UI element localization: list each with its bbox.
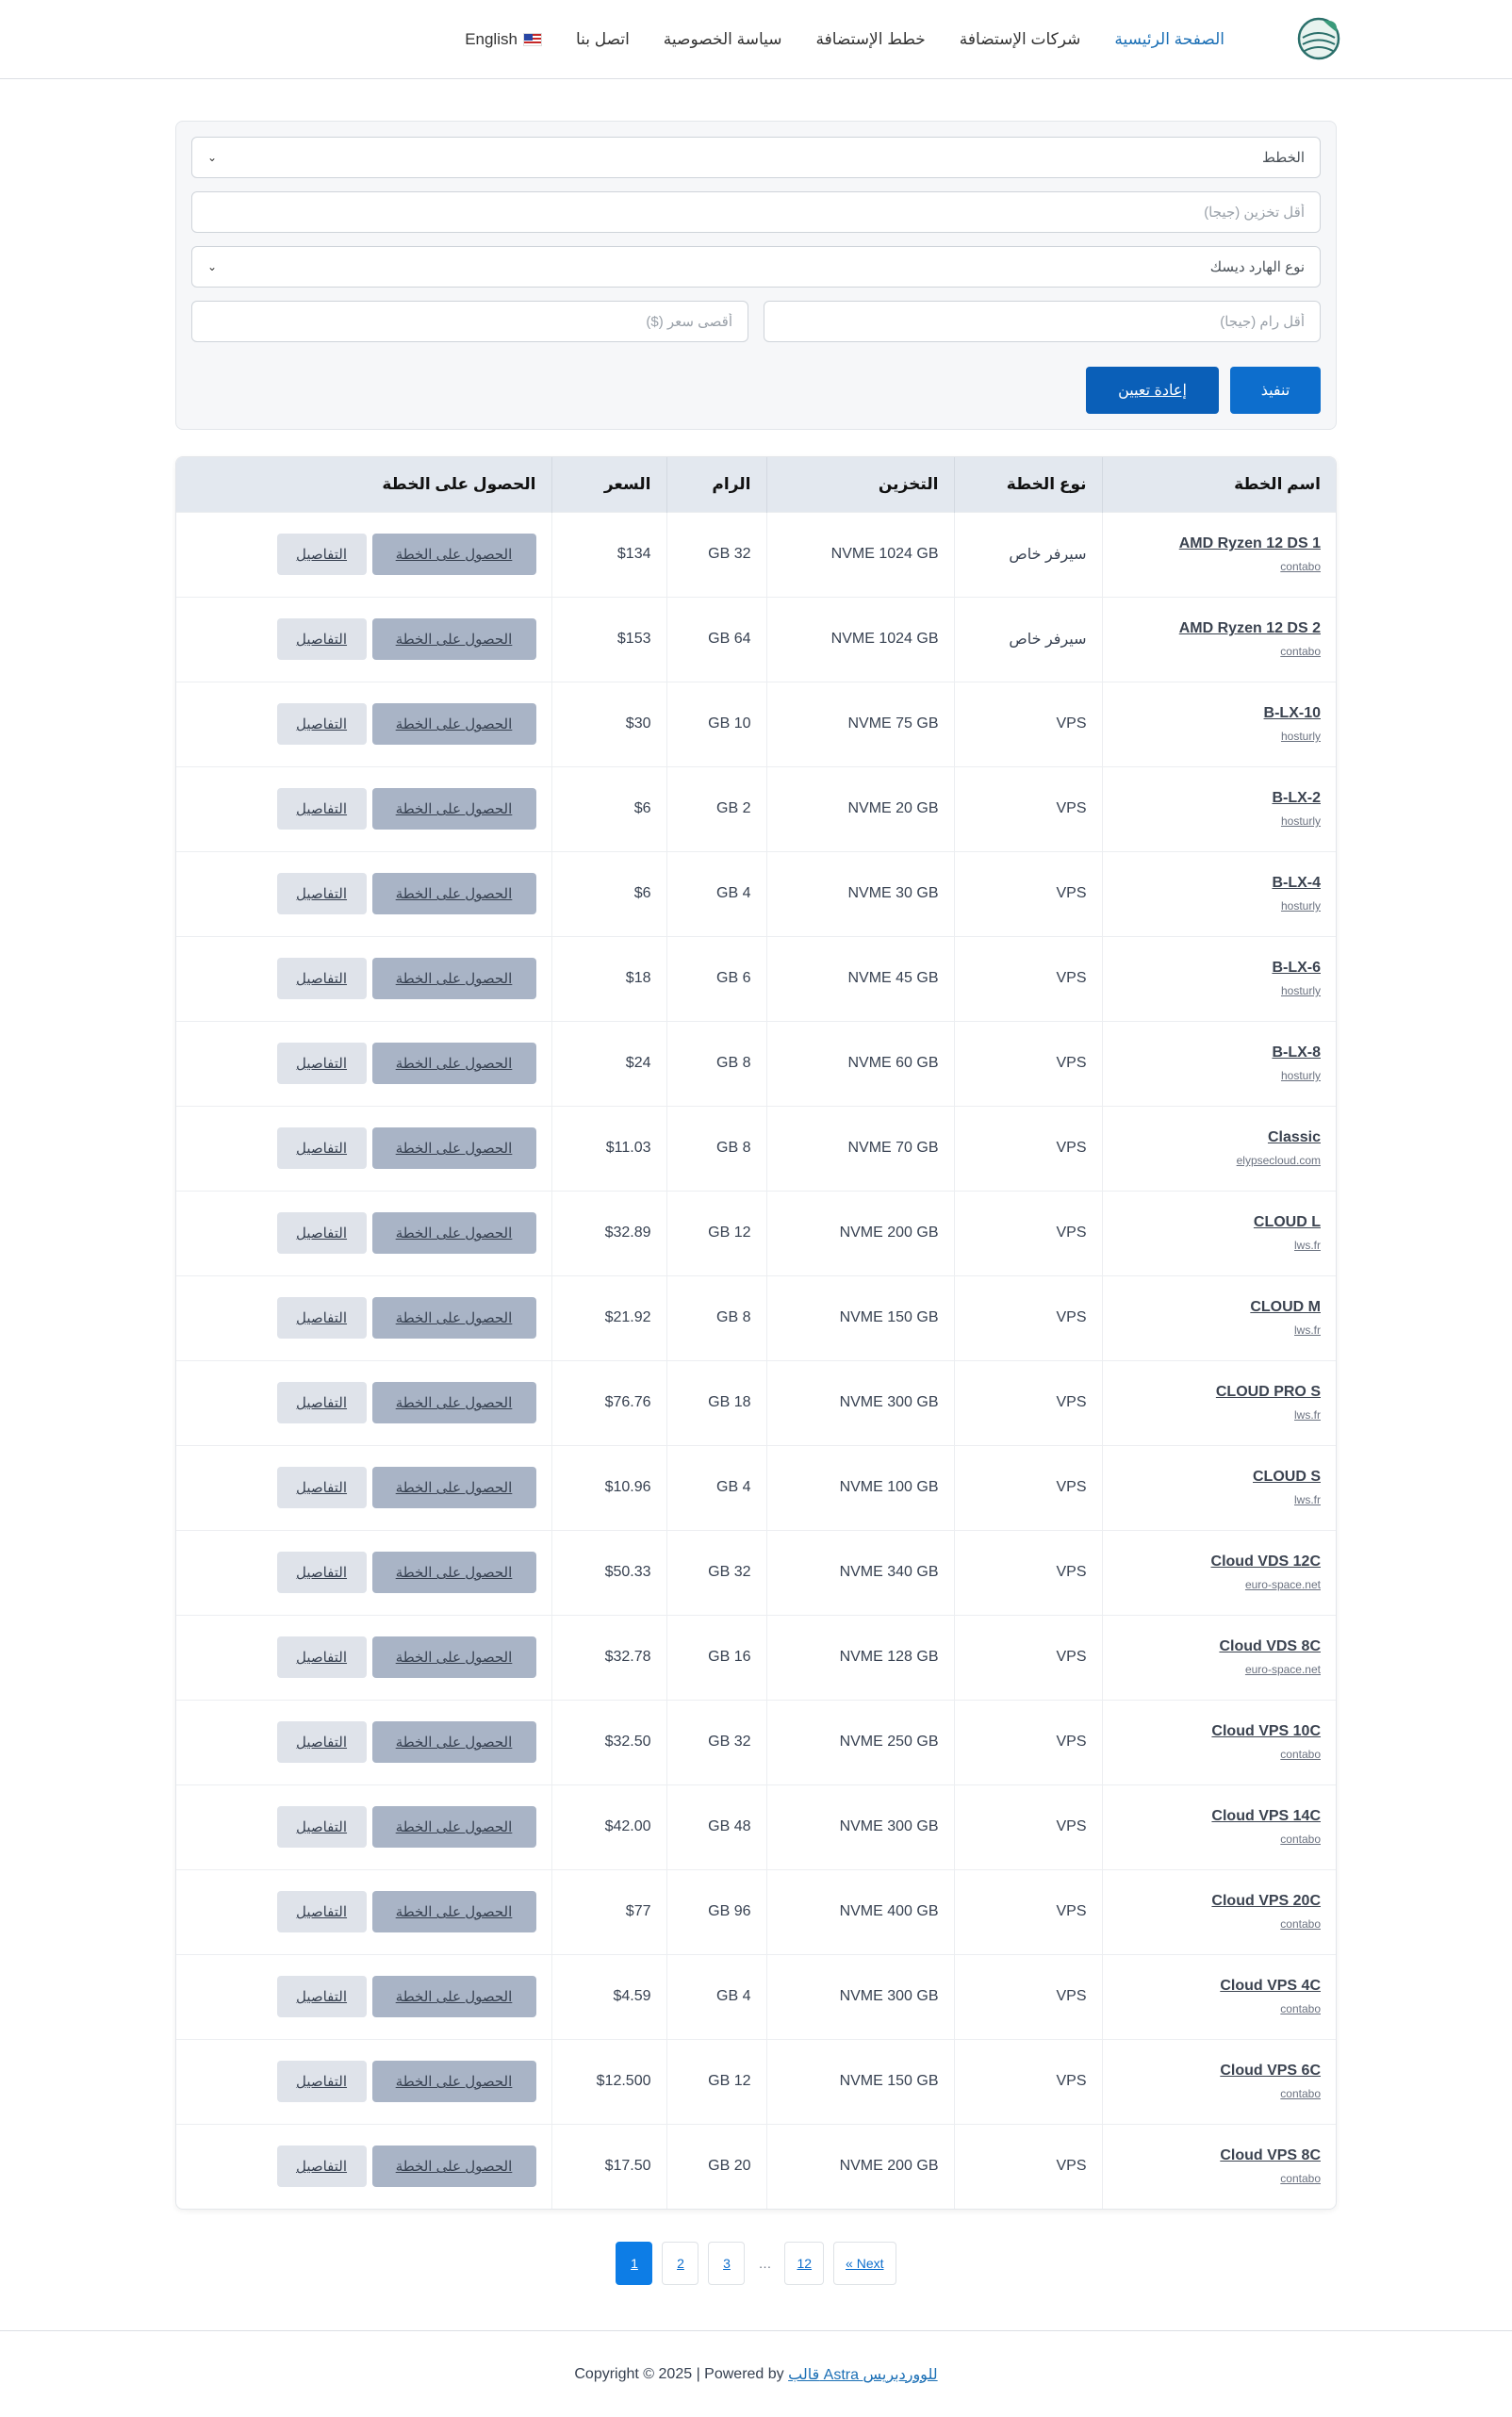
cell-plan-type: VPS <box>954 2124 1102 2209</box>
header-ram: الرام <box>666 457 766 512</box>
cell-plan-type: VPS <box>954 766 1102 851</box>
cell-ram: GB 12 <box>666 1191 766 1275</box>
cell-plan-name <box>1102 1191 1336 1275</box>
plan-name-link[interactable]: B-LX-4 <box>1272 875 1321 891</box>
table-row <box>176 851 1336 936</box>
cell-ram: GB 18 <box>666 1360 766 1445</box>
cell-plan-name <box>1102 597 1336 682</box>
cell-plan-name <box>1102 1784 1336 1869</box>
get-plan-button[interactable]: الحصول على الخطة <box>372 1636 536 1678</box>
row-actions <box>191 1043 536 1084</box>
cell-storage: NVME 300 GB <box>766 1784 954 1869</box>
row-actions <box>191 618 536 660</box>
cell-actions <box>176 1275 551 1360</box>
cell-plan-type: VPS <box>954 1021 1102 1106</box>
pagination-page[interactable]: 2 <box>662 2242 698 2285</box>
row-actions <box>191 703 536 745</box>
get-plan-button[interactable]: الحصول على الخطة <box>372 1976 536 2017</box>
plan-host-link[interactable]: hosturly <box>1280 814 1321 828</box>
details-button[interactable]: التفاصيل <box>277 1891 367 1932</box>
cell-plan-name <box>1102 512 1336 597</box>
get-plan-button[interactable]: الحصول على الخطة <box>372 1212 536 1254</box>
cell-plan-name <box>1102 936 1336 1021</box>
details-button[interactable]: التفاصيل <box>277 618 367 660</box>
cell-plan-type: VPS <box>954 851 1102 936</box>
row-actions <box>191 1891 536 1932</box>
plan-name-link[interactable]: Cloud VPS 6C <box>1220 2063 1321 2079</box>
row-actions <box>191 1976 536 2017</box>
site-header <box>0 0 1512 79</box>
cell-actions <box>176 2124 551 2209</box>
get-plan-button[interactable]: الحصول على الخطة <box>372 534 536 575</box>
plan-host-link[interactable]: contabo <box>1280 2172 1321 2186</box>
header-get-plan: الحصول على الخطة <box>382 474 536 493</box>
plan-name-link[interactable]: Classic <box>1267 1129 1321 1145</box>
cell-plan-name <box>1102 766 1336 851</box>
cell-storage: NVME 250 GB <box>766 1700 954 1784</box>
table-row <box>176 2124 1336 2209</box>
pagination-page[interactable]: 12 <box>784 2242 824 2285</box>
get-plan-button[interactable]: الحصول على الخطة <box>372 1127 536 1169</box>
cell-plan-type: VPS <box>954 2039 1102 2124</box>
cell-plan-name <box>1102 2124 1336 2209</box>
details-button[interactable]: التفاصيل <box>277 1806 367 1848</box>
get-plan-button[interactable]: الحصول على الخطة <box>372 873 536 914</box>
cell-actions <box>176 682 551 766</box>
cell-plan-name <box>1102 1700 1336 1784</box>
cell-ram: GB 32 <box>666 1700 766 1784</box>
cell-storage: NVME 300 GB <box>766 1360 954 1445</box>
min-storage-input[interactable] <box>191 191 1321 233</box>
cell-price: $32.89 <box>551 1191 666 1275</box>
table-row <box>176 1700 1336 1784</box>
cell-storage: NVME 45 GB <box>766 936 954 1021</box>
pagination-ellipsis: … <box>754 2242 775 2285</box>
cell-actions <box>176 1954 551 2039</box>
cell-ram: GB 8 <box>666 1275 766 1360</box>
get-plan-button[interactable]: الحصول على الخطة <box>372 1721 536 1763</box>
plan-host-link[interactable]: contabo <box>1280 1917 1321 1931</box>
cell-plan-name <box>1102 1615 1336 1700</box>
plan-host-link[interactable]: lws.fr <box>1294 1493 1321 1506</box>
details-button[interactable]: التفاصيل <box>277 703 367 745</box>
cell-price: $4.59 <box>551 1954 666 2039</box>
get-plan-button[interactable]: الحصول على الخطة <box>372 788 536 830</box>
cell-ram: GB 20 <box>666 2124 766 2209</box>
cell-storage: NVME 75 GB <box>766 682 954 766</box>
row-actions <box>191 1212 536 1254</box>
plan-host-link[interactable]: elypsecloud.com <box>1236 1154 1321 1167</box>
table-row <box>176 682 1336 766</box>
cell-plan-name <box>1102 1360 1336 1445</box>
cell-storage: NVME 1024 GB <box>766 597 954 682</box>
plan-host-link[interactable]: contabo <box>1280 1748 1321 1761</box>
cell-ram: GB 96 <box>666 1869 766 1954</box>
cell-price: $134 <box>551 512 666 597</box>
min-ram-input[interactable] <box>764 301 1321 342</box>
apply-button[interactable]: تنفيذ <box>1230 367 1321 414</box>
cell-price: $24 <box>551 1021 666 1106</box>
table-row <box>176 512 1336 597</box>
plan-host-link[interactable]: hosturly <box>1280 730 1321 743</box>
cell-actions <box>176 1191 551 1275</box>
cell-plan-type: VPS <box>954 1530 1102 1615</box>
chevron-down-icon: ⌄ <box>207 151 218 164</box>
get-plan-button[interactable]: الحصول على الخطة <box>372 1806 536 1848</box>
table-row <box>176 2039 1336 2124</box>
cell-ram: GB 4 <box>666 1445 766 1530</box>
details-button[interactable]: التفاصيل <box>277 1976 367 2017</box>
plan-host-link[interactable]: contabo <box>1280 1833 1321 1846</box>
cell-price: $10.96 <box>551 1445 666 1530</box>
cell-ram: GB 32 <box>666 512 766 597</box>
cell-ram: GB 12 <box>666 2039 766 2124</box>
reset-button[interactable]: إعادة تعيين <box>1086 367 1219 414</box>
header-storage: التخزين <box>766 457 954 512</box>
get-plan-button[interactable]: الحصول على الخطة <box>372 618 536 660</box>
row-actions <box>191 958 536 999</box>
chevron-down-icon: ⌄ <box>207 260 218 273</box>
cell-price: $77 <box>551 1869 666 1954</box>
cell-ram: GB 8 <box>666 1106 766 1191</box>
get-plan-button[interactable]: الحصول على الخطة <box>372 1382 536 1423</box>
plan-name-link[interactable]: Cloud VDS 8C <box>1219 1638 1321 1654</box>
cell-plan-type: VPS <box>954 1191 1102 1275</box>
cell-ram: GB 2 <box>666 766 766 851</box>
cell-ram: GB 10 <box>666 682 766 766</box>
plan-name-link[interactable]: Cloud VPS 10C <box>1211 1723 1321 1739</box>
plan-name-link[interactable]: Cloud VPS 20C <box>1211 1893 1321 1909</box>
get-plan-button[interactable]: الحصول على الخطة <box>372 1297 536 1339</box>
plan-name-link[interactable]: CLOUD L <box>1253 1214 1321 1230</box>
cell-storage: NVME 400 GB <box>766 1869 954 1954</box>
cell-storage: NVME 150 GB <box>766 1275 954 1360</box>
table-row <box>176 1615 1336 1700</box>
plan-host-link[interactable]: contabo <box>1280 645 1321 658</box>
details-button[interactable]: التفاصيل <box>277 1636 367 1678</box>
get-plan-button[interactable]: الحصول على الخطة <box>372 2061 536 2102</box>
details-button[interactable]: التفاصيل <box>277 1127 367 1169</box>
row-actions <box>191 1806 536 1848</box>
theme-link[interactable]: قالب Astra للووردبريس <box>788 2366 938 2383</box>
table-row <box>176 1869 1336 1954</box>
cell-ram: GB 48 <box>666 1784 766 1869</box>
plan-name-link[interactable]: CLOUD S <box>1253 1469 1321 1485</box>
cell-actions <box>176 1530 551 1615</box>
get-plan-button[interactable]: الحصول على الخطة <box>372 703 536 745</box>
cell-storage: NVME 128 GB <box>766 1615 954 1700</box>
table-body <box>176 512 1336 2209</box>
cell-storage: NVME 300 GB <box>766 1954 954 2039</box>
cell-actions <box>176 1445 551 1530</box>
nav-home[interactable]: الصفحة الرئيسية <box>1114 30 1224 48</box>
plan-name-link[interactable]: B-LX-2 <box>1272 790 1321 806</box>
details-button[interactable]: التفاصيل <box>277 2061 367 2102</box>
plan-host-link[interactable]: lws.fr <box>1294 1239 1321 1252</box>
details-button[interactable]: التفاصيل <box>277 1467 367 1508</box>
cell-plan-type: سيرفر خاص <box>954 512 1102 597</box>
get-plan-button[interactable]: الحصول على الخطة <box>372 1467 536 1508</box>
table-header-row <box>176 457 1336 512</box>
row-actions <box>191 1721 536 1763</box>
plan-name-link[interactable]: Cloud VDS 12C <box>1210 1554 1321 1570</box>
plan-name-link[interactable]: B-LX-8 <box>1272 1044 1321 1061</box>
details-button[interactable]: التفاصيل <box>277 1721 367 1763</box>
plan-host-link[interactable]: contabo <box>1280 2087 1321 2100</box>
cell-storage: NVME 100 GB <box>766 1445 954 1530</box>
plans-table-wrapper <box>175 456 1337 2210</box>
ram-price-row <box>191 301 1321 355</box>
cell-plan-type: VPS <box>954 1106 1102 1191</box>
cell-storage: NVME 150 GB <box>766 2039 954 2124</box>
plan-name-link[interactable]: Cloud VPS 14C <box>1211 1808 1321 1824</box>
cell-price: $6 <box>551 766 666 851</box>
details-button[interactable]: التفاصيل <box>277 2146 367 2187</box>
plans-select-value: الخطط <box>1262 150 1305 166</box>
plan-name-link[interactable]: B-LX-6 <box>1272 960 1321 976</box>
cell-plan-type: VPS <box>954 1360 1102 1445</box>
pagination-page[interactable]: 1 <box>616 2242 652 2285</box>
table-row <box>176 597 1336 682</box>
cell-ram: GB 16 <box>666 1615 766 1700</box>
cell-plan-type: VPS <box>954 682 1102 766</box>
header-plan-name: اسم الخطة <box>1102 457 1336 512</box>
site-footer <box>0 2330 1512 2417</box>
details-button[interactable]: التفاصيل <box>277 958 367 999</box>
cell-storage: NVME 1024 GB <box>766 512 954 597</box>
cell-ram: GB 4 <box>666 851 766 936</box>
cell-plan-name <box>1102 851 1336 936</box>
cell-ram: GB 6 <box>666 936 766 1021</box>
language-switcher[interactable] <box>465 30 542 49</box>
cell-actions <box>176 1784 551 1869</box>
pagination-page[interactable]: 3 <box>708 2242 745 2285</box>
table-row <box>176 1954 1336 2039</box>
cell-plan-type: VPS <box>954 1700 1102 1784</box>
cell-plan-name <box>1102 1954 1336 2039</box>
table-row <box>176 1106 1336 1191</box>
cell-plan-name <box>1102 1869 1336 1954</box>
details-button[interactable]: التفاصيل <box>277 1297 367 1339</box>
cell-plan-name <box>1102 1275 1336 1360</box>
cell-plan-name <box>1102 1445 1336 1530</box>
cell-actions <box>176 2039 551 2124</box>
cell-price: $18 <box>551 936 666 1021</box>
get-plan-button[interactable]: الحصول على الخطة <box>372 2146 536 2187</box>
details-button[interactable]: التفاصيل <box>277 1552 367 1593</box>
cell-price: $11.03 <box>551 1106 666 1191</box>
cell-storage: NVME 60 GB <box>766 1021 954 1106</box>
row-actions <box>191 1297 536 1339</box>
cell-plan-name <box>1102 1106 1336 1191</box>
table-row <box>176 1191 1336 1275</box>
cell-price: $17.50 <box>551 2124 666 2209</box>
cell-storage: NVME 340 GB <box>766 1530 954 1615</box>
cell-price: $32.50 <box>551 1700 666 1784</box>
cell-actions <box>176 1360 551 1445</box>
disk-type-select-value: نوع الهارد ديسك <box>1209 259 1305 275</box>
cell-ram: GB 32 <box>666 1530 766 1615</box>
max-price-input[interactable] <box>191 301 748 342</box>
header-plan-type: نوع الخطة <box>954 457 1102 512</box>
nav-privacy-policy[interactable]: سياسة الخصوصية <box>663 30 782 48</box>
plan-name-link[interactable]: AMD Ryzen 12 DS 2 <box>1178 620 1321 636</box>
cell-plan-type: VPS <box>954 1869 1102 1954</box>
language-label: English <box>465 30 518 48</box>
cell-actions <box>176 1615 551 1700</box>
plan-name-link[interactable]: B-LX-10 <box>1263 705 1321 721</box>
cell-plan-type: VPS <box>954 1615 1102 1700</box>
main-nav <box>465 0 1224 79</box>
cell-actions <box>176 851 551 936</box>
copyright-text: Copyright © 2025 | Powered by <box>574 2365 784 2382</box>
cell-plan-name <box>1102 682 1336 766</box>
plan-host-link[interactable]: lws.fr <box>1294 1408 1321 1422</box>
cell-plan-name <box>1102 2039 1336 2124</box>
row-actions <box>191 873 536 914</box>
get-plan-button[interactable]: الحصول على الخطة <box>372 1552 536 1593</box>
cell-actions <box>176 512 551 597</box>
cell-ram: GB 4 <box>666 1954 766 2039</box>
cell-plan-name <box>1102 1021 1336 1106</box>
plan-host-link[interactable]: euro-space.net <box>1244 1578 1321 1591</box>
cell-storage: NVME 200 GB <box>766 1191 954 1275</box>
cell-plan-type: VPS <box>954 1275 1102 1360</box>
details-button[interactable]: التفاصيل <box>277 873 367 914</box>
cell-actions <box>176 1869 551 1954</box>
cell-storage: NVME 200 GB <box>766 2124 954 2209</box>
details-button[interactable]: التفاصيل <box>277 1382 367 1423</box>
details-button[interactable]: التفاصيل <box>277 534 367 575</box>
cell-ram: GB 8 <box>666 1021 766 1106</box>
cell-price: $153 <box>551 597 666 682</box>
table-row <box>176 1784 1336 1869</box>
table-row <box>176 936 1336 1021</box>
table-row <box>176 1275 1336 1360</box>
cell-ram: GB 64 <box>666 597 766 682</box>
table-row <box>176 766 1336 851</box>
row-actions <box>191 1552 536 1593</box>
plan-name-link[interactable]: CLOUD PRO S <box>1215 1384 1321 1400</box>
cell-plan-name <box>1102 1530 1336 1615</box>
cell-storage: NVME 20 GB <box>766 766 954 851</box>
row-actions <box>191 1382 536 1423</box>
table-row <box>176 1360 1336 1445</box>
row-actions <box>191 2061 536 2102</box>
cell-actions <box>176 1700 551 1784</box>
plan-host-link[interactable]: hosturly <box>1280 1069 1321 1082</box>
cell-actions <box>176 766 551 851</box>
pagination-page[interactable]: « Next <box>833 2242 896 2285</box>
table-row <box>176 1021 1336 1106</box>
cell-actions <box>176 936 551 1021</box>
cell-price: $21.92 <box>551 1275 666 1360</box>
us-flag-icon <box>523 33 542 46</box>
cell-plan-type: VPS <box>954 1954 1102 2039</box>
get-plan-button[interactable]: الحصول على الخطة <box>372 1891 536 1932</box>
details-button[interactable]: التفاصيل <box>277 1212 367 1254</box>
cell-actions <box>176 1021 551 1106</box>
row-actions <box>191 1127 536 1169</box>
filter-buttons <box>191 367 1321 414</box>
plan-name-link[interactable]: Cloud VPS 8C <box>1220 2147 1321 2164</box>
filter-panel <box>175 121 1337 430</box>
nav-contact[interactable]: اتصل بنا <box>575 30 630 48</box>
table-row <box>176 1445 1336 1530</box>
details-button[interactable]: التفاصيل <box>277 1043 367 1084</box>
cell-plan-type: VPS <box>954 1784 1102 1869</box>
plans-select[interactable] <box>191 137 1321 178</box>
get-plan-button[interactable]: الحصول على الخطة <box>372 1043 536 1084</box>
disk-type-select[interactable] <box>191 246 1321 288</box>
cell-price: $32.78 <box>551 1615 666 1700</box>
cell-price: $50.33 <box>551 1530 666 1615</box>
cell-price: $76.76 <box>551 1360 666 1445</box>
plan-host-link[interactable]: contabo <box>1280 2002 1321 2015</box>
site-logo-icon[interactable] <box>1295 15 1342 62</box>
get-plan-button[interactable]: الحصول على الخطة <box>372 958 536 999</box>
cell-plan-type: سيرفر خاص <box>954 597 1102 682</box>
plans-table <box>176 457 1336 2209</box>
plan-host-link[interactable]: euro-space.net <box>1244 1663 1321 1676</box>
row-actions <box>191 534 536 575</box>
table-row <box>176 1530 1336 1615</box>
row-actions <box>191 2146 536 2187</box>
nav-hosting-plans[interactable]: خطط الإستضافة <box>815 30 926 48</box>
cell-price: $42.00 <box>551 1784 666 1869</box>
cell-price: $12.500 <box>551 2039 666 2124</box>
cell-storage: NVME 30 GB <box>766 851 954 936</box>
row-actions <box>191 788 536 830</box>
plan-host-link[interactable]: contabo <box>1280 560 1321 573</box>
row-actions <box>191 1467 536 1508</box>
header-price: السعر <box>551 457 666 512</box>
nav-hosting-companies[interactable]: شركات الإستضافة <box>959 30 1081 48</box>
plan-name-link[interactable]: Cloud VPS 4C <box>1220 1978 1321 1994</box>
main-content <box>175 121 1337 2285</box>
cell-plan-type: VPS <box>954 936 1102 1021</box>
cell-price: $6 <box>551 851 666 936</box>
cell-storage: NVME 70 GB <box>766 1106 954 1191</box>
plan-host-link[interactable]: hosturly <box>1280 984 1321 997</box>
pagination <box>175 2242 1337 2285</box>
cell-plan-type: VPS <box>954 1445 1102 1530</box>
plan-name-link[interactable]: CLOUD M <box>1250 1299 1321 1315</box>
plan-host-link[interactable]: lws.fr <box>1294 1324 1321 1337</box>
cell-actions <box>176 597 551 682</box>
details-button[interactable]: التفاصيل <box>277 788 367 830</box>
cell-actions <box>176 1106 551 1191</box>
row-actions <box>191 1636 536 1678</box>
cell-price: $30 <box>551 682 666 766</box>
plan-host-link[interactable]: hosturly <box>1280 899 1321 913</box>
plan-name-link[interactable]: AMD Ryzen 12 DS 1 <box>1178 535 1321 551</box>
